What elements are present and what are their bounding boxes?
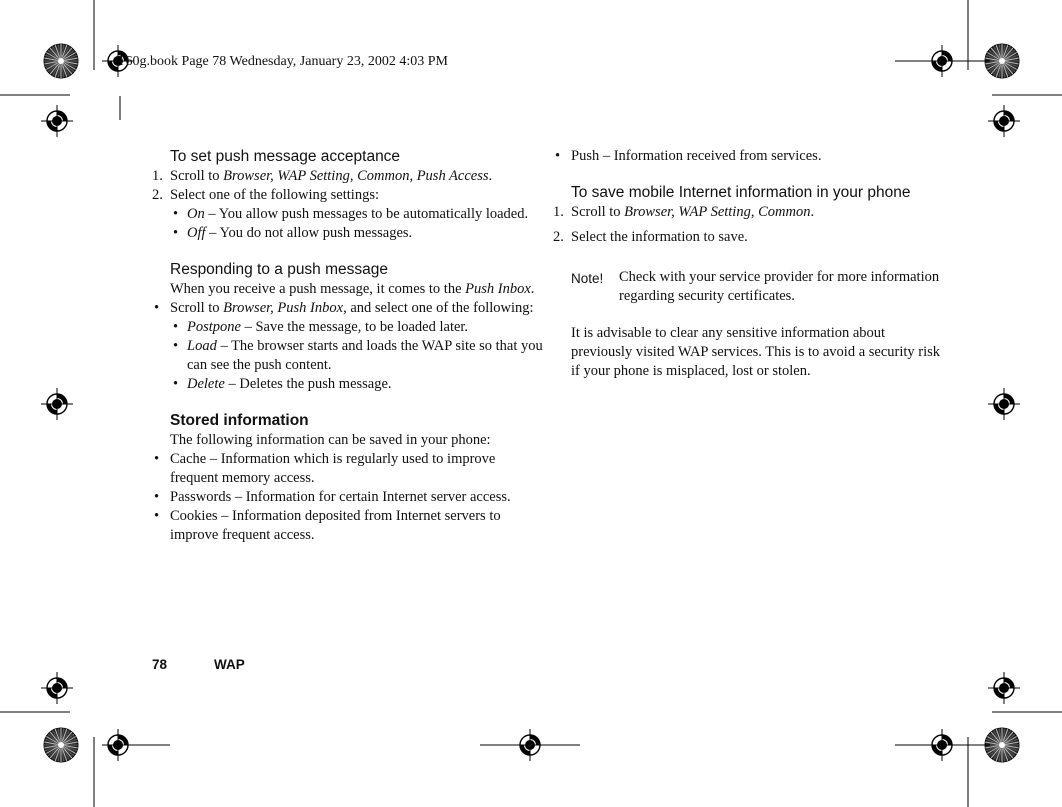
heading-push-acceptance: To set push message acceptance: [170, 148, 401, 165]
note-box: [571, 268, 948, 306]
star-target-center: [58, 58, 64, 64]
print-header: T60g.book Page 78 Wednesday, January 23, 2002 4:03 PM: [117, 54, 448, 69]
save-step-2: 2. Select the information to save.: [553, 229, 748, 245]
step-2: 2. Select one of the following settings:: [152, 187, 380, 203]
advice-paragraph: It is advisable to clear any sensitive information about previously visited WAP services. This is to avoid a security risk if your phone is misplaced, lost or stolen.: [571, 325, 941, 379]
item-push: • Push – Information received from services.: [555, 148, 822, 164]
option-on: • On – You allow push messages to be automatically loaded.: [173, 206, 529, 222]
star-target-center: [999, 58, 1005, 64]
right-column: [553, 147, 948, 381]
note-text: Check with your service provider for more information regarding security certificates.: [619, 269, 940, 304]
stored-intro: The following information can be saved in your phone:: [170, 432, 491, 448]
item-cookies: • Cookies – Information deposited from Internet servers to improve frequent access.: [154, 508, 501, 543]
option-delete: • Delete – Deletes the push message.: [173, 376, 392, 392]
option-off: • Off – You do not allow push messages.: [173, 225, 413, 241]
note-label: Note!: [571, 271, 604, 286]
left-column: [152, 147, 544, 545]
heading-save-info: To save mobile Internet information in your phone: [571, 184, 911, 201]
option-postpone: • Postpone – Save the message, to be loaded later.: [173, 319, 469, 335]
responding-intro: When you receive a push message, it comes to the Push Inbox.: [170, 281, 535, 297]
section-title: WAP: [214, 657, 245, 672]
star-target-center: [999, 742, 1005, 748]
save-step-1: 1. Scroll to Browser, WAP Setting, Common.: [553, 204, 815, 220]
responding-item: • Scroll to Browser, Push Inbox, and select one of the following:: [154, 300, 534, 316]
heading-responding: Responding to a push message: [170, 261, 389, 278]
item-passwords: • Passwords – Information for certain Internet server access.: [154, 489, 511, 505]
item-cache: • Cache – Information which is regularly used to improve frequent memory access.: [154, 451, 496, 486]
star-target-center: [58, 742, 64, 748]
heading-stored-information: Stored information: [170, 412, 309, 429]
step-1: 1. Scroll to Browser, WAP Setting, Common, Push Access.: [152, 168, 493, 184]
option-load: • Load – The browser starts and loads the WAP site so that you can see the push content.: [173, 338, 543, 373]
page-number: 78: [152, 657, 168, 672]
